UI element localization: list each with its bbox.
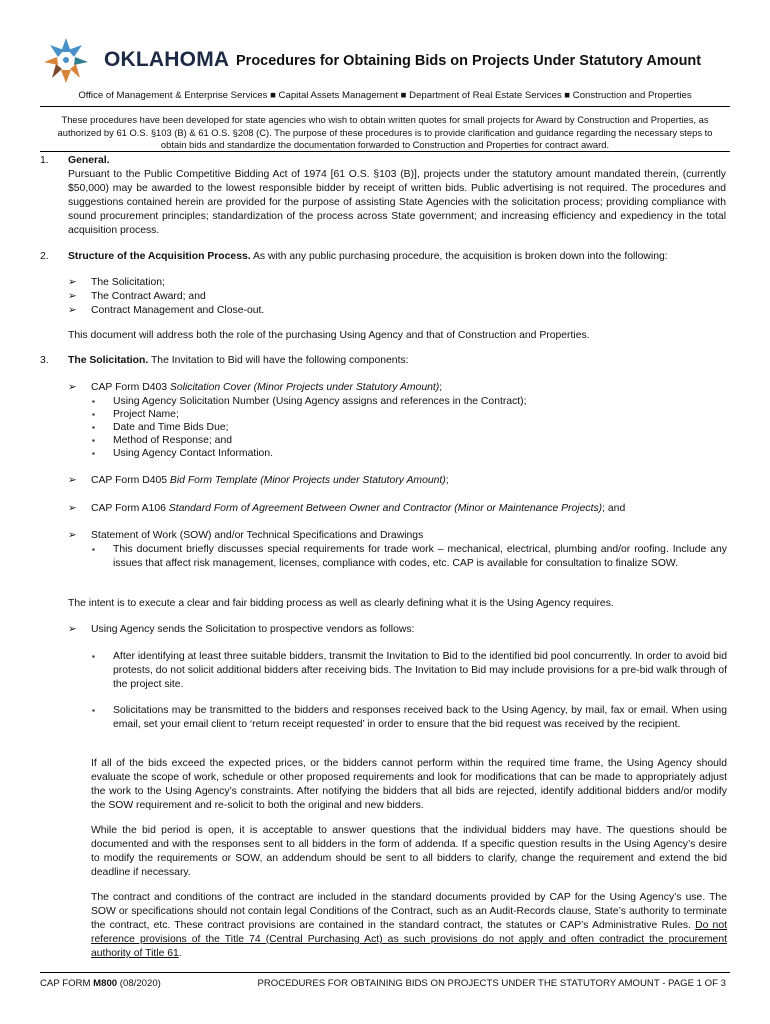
intro-divider (40, 151, 730, 152)
arrow-bullet-icon: ➢ (68, 624, 77, 635)
section-3-heading-line (68, 354, 409, 368)
logo-wordmark: OKLAHOMA (104, 48, 230, 71)
section-1-heading: General. (68, 155, 110, 166)
component-a106-title: Standard Form of Agreement Between Owner and Contractor (Minor or Maintenance Projects) (168, 503, 603, 514)
section-3-number: 3. (40, 355, 49, 366)
square-bullet-icon: ▪ (92, 652, 95, 661)
component-a106 (91, 502, 625, 516)
square-bullet-icon: ▪ (92, 449, 95, 458)
d403-item: Using Agency Contact Information. (113, 448, 273, 459)
square-bullet-icon: ▪ (92, 706, 95, 715)
footer-form-prefix: CAP FORM (40, 978, 94, 989)
component-d403 (91, 381, 442, 395)
section-3-heading: The Solicitation. (68, 355, 149, 366)
component-d403-suffix: ; (439, 382, 443, 393)
component-d405 (91, 474, 449, 488)
arrow-bullet-icon: ➢ (68, 382, 77, 393)
arrow-bullet-icon: ➢ (68, 475, 77, 486)
contract-conditions-warning: Do not reference provisions of the Title 74 (Central Purchasing Act) as such provisions do not apply and often contradict the procurement authority of Title 61 (91, 920, 727, 959)
arrow-bullet-icon: ➢ (68, 305, 77, 316)
footer-form-date: (08/2020) (117, 978, 161, 989)
send-step-transmit: Solicitations may be transmitted to the bidders and responses received back to the Using Agency, by mail, fax or email. When using email, set your email client to ‘return receipt requested’ in order to ensure that the bid request was received by the recipient. (113, 705, 727, 730)
section-2-heading-line (68, 250, 730, 264)
intent-paragraph: The intent is to execute a clear and fair bidding process as well as clearly defining what it is the Using Agency requires. (68, 598, 614, 609)
section-3-lead: The Invitation to Bid will have the following components: (148, 355, 409, 366)
arrow-bullet-icon: ➢ (68, 530, 77, 541)
component-d403-form: CAP Form D403 (91, 382, 170, 393)
send-solicitation-lead: Using Agency sends the Solicitation to prospective vendors as follows: (91, 624, 415, 635)
d403-item: Method of Response; and (113, 435, 232, 446)
square-bullet-icon: ▪ (92, 545, 95, 554)
section-1-number: 1. (40, 155, 49, 166)
footer-page-label: PROCEDURES FOR OBTAINING BIDS ON PROJECTS UNDER THE STATUTORY AMOUNT - PAGE 1 OF 3 (257, 978, 726, 989)
square-bullet-icon: ▪ (92, 397, 95, 406)
component-d403-title: Solicitation Cover (Minor Projects under Statutory Amount) (169, 382, 440, 393)
send-step-bidders: After identifying at least three suitable bidders, transmit the Invitation to Bid to the identified bid pool concurrently. In order to avoid bid protests, do not solicit additional bidders after receiving bids. The Invitation to Bid may include provisions for a pre-bid walk through of the project site. (113, 651, 727, 690)
component-a106-suffix: ; and (602, 503, 626, 514)
component-d405-suffix: ; (445, 475, 449, 486)
footer-divider (40, 972, 730, 973)
footer-form-id (40, 978, 161, 989)
intro-paragraph: These procedures have been developed for state agencies who wish to obtain written quotes for small projects for Award by Construction and Properties, as authorized by 61 O.S. §103 (B) & 61 O.S. §208 (C). The purpose of these procedures is to provide clarification and guidance regarding the necessary steps to obtain bids and standardize the documentation forwarded to Construction and Properties for contract award. (57, 114, 713, 150)
department-subheader: Office of Management & Enterprise Services ■ Capital Assets Management ■ Department of Real Estate Services ■ Construction and Properties (78, 90, 692, 101)
contract-conditions-end: . (178, 948, 182, 959)
bids-exceed-paragraph: If all of the bids exceed the expected prices, or the bidders cannot perform within the required time frame, the Using Agency should evaluate the scope of work, schedule or other proposed requirements and look for modifications that can be made to appropriately adjust the work to the Using Agency’s constraints. After notifying the bidders that all bids are rejected, identify additional bidders and/or modify the SOW requirement and re-solicit to both the original and new bidders. (91, 758, 727, 811)
page-title: Procedures for Obtaining Bids on Projects Under Statutory Amount (236, 53, 702, 69)
component-sow: Statement of Work (SOW) and/or Technical Specifications and Drawings (91, 530, 424, 541)
arrow-bullet-icon: ➢ (68, 503, 77, 514)
section-1-body: Pursuant to the Public Competitive Bidding Act of 1974 [61 O.S. §103 (B)], projects under the statutory amount mandated therein, (currently $50,000) may be awarded to the lowest responsible bidder by receipt of written bids. Public advertising is not required. The procedures and suggestions contained herein are provided for the purpose of assisting State Agencies with the solicitation process; providing compliance with sound procurement principles; standardization of the process across State government; and increasing efficiency and expediency in the total acquisition process. (68, 169, 726, 236)
arrow-bullet-icon: ➢ (68, 291, 77, 302)
d403-item: Using Agency Solicitation Number (Using Agency assigns and references in the Contract); (113, 396, 527, 407)
square-bullet-icon: ▪ (92, 436, 95, 445)
square-bullet-icon: ▪ (92, 410, 95, 419)
section-2-lead: As with any public purchasing procedure, the acquisition is broken down into the following: (250, 251, 668, 262)
acquisition-item: The Solicitation; (91, 277, 165, 288)
d403-item: Date and Time Bids Due; (113, 422, 229, 433)
oklahoma-star-icon (40, 34, 96, 86)
acquisition-item: The Contract Award; and (91, 291, 206, 302)
oklahoma-logo (40, 34, 230, 86)
section-2-note: This document will address both the role of the purchasing Using Agency and that of Construction and Properties. (68, 330, 590, 341)
section-2-number: 2. (40, 251, 49, 262)
footer-form-number: M800 (93, 978, 118, 989)
arrow-bullet-icon: ➢ (68, 277, 77, 288)
section-2-heading: Structure of the Acquisition Process. (68, 251, 251, 262)
sow-description: This document briefly discusses special requirements for trade work – mechanical, electrical, plumbing and/or roofing. Include any issues that affect risk management, licenses, compliance with codes, etc. CAP is available for consultation to finalize SOW. (113, 544, 727, 569)
component-a106-form: CAP Form A106 (91, 503, 169, 514)
header-divider (40, 106, 730, 107)
d403-item: Project Name; (113, 409, 179, 420)
contract-conditions-text: The contract and conditions of the contract are included in the standard documents provided by CAP for the Using Agency’s use. The SOW or specifications should not contain legal Conditions of the Contract, such as an Audit-Records clause, State’s authority to terminate the contract, etc. These contract provisions are contained in the standard contract, the statutes or CAP’s Administrative Rules. (91, 892, 727, 931)
square-bullet-icon: ▪ (92, 423, 95, 432)
bid-period-paragraph: While the bid period is open, it is acceptable to answer questions that the individual bidders may have. The questions should be documented and with the responses sent to all bidders in the form of addenda. If a specific question results in the Using Agency’s desire to modify the requirements or SOW, an addendum should be sent to all bidders to clarify, change the requirement and extend the bid deadline if necessary. (91, 825, 727, 878)
contract-conditions-paragraph (91, 891, 727, 961)
component-d405-title: Bid Form Template (Minor Projects under Statutory Amount) (169, 475, 446, 486)
component-d405-form: CAP Form D405 (91, 475, 170, 486)
acquisition-item: Contract Management and Close-out. (91, 305, 265, 316)
